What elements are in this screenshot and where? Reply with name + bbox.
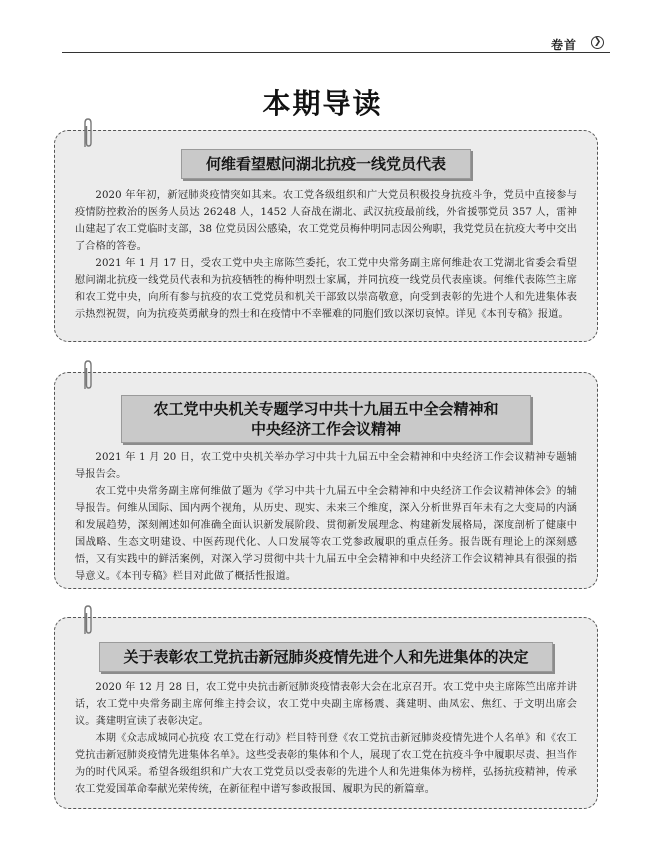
article-title: 关于表彰农工党抗击新冠肺炎疫情先进个人和先进集体的决定 [99,642,553,672]
page-header [0,0,645,60]
paperclip-icon [81,117,95,151]
article-paragraph: 2020 年年初，新冠肺炎疫情突如其来。农工党各级组织和广大党员积极投身抗疫斗争，党员中直接参与疫情防控救治的医务人员达 26248 人，1452 人奋战在湖北、武汉抗疫最前线，外省援鄂党员 357 人，雷神山建起了农工党临时支部，38 位党员因公感染，农工党党员梅仲明同志因公殉职，我党党员在抗疫大考中交出了合格的答卷。 [75,190,577,252]
section-label: 卷首 [551,38,578,52]
paperclip-icon [81,604,95,638]
article-paragraph: 2021 年 1 月 17 日，受农工党中央主席陈竺委托，农工党中央常务副主席何维赴农工党湖北省委会看望慰问湖北抗疫一线党员代表和为抗疫牺牲的梅仲明烈士家属，并同抗疫一线党员代表座谈。何维代表陈竺主席和农工党中央，向所有参与抗疫的农工党党员和机关干部致以崇高敬意，向受到表彰的先进个人和先进集体表示热烈祝贺，向为抗疫英勇献身的烈士和在疫情中不幸罹难的同胞们致以深切哀悼。详见《本刊专稿》报道。 [75,258,577,320]
article-paragraph: 农工党中央常务副主席何维做了题为《学习中共十九届五中全会精神和中央经济工作会议精神体会》的辅导报告。何维从国际、国内两个视角，从历史、现实、未来三个维度，深入分析世界百年未有之大变局的内涵和发展趋势，深刻阐述如何准确全面认识新发展阶段、贯彻新发展理念、构建新发展格局，深度剖析了健康中国战略、生态文明建设、中医药现代化、人口发展等农工党参政履职的重点任务。报告既有理论上的深刻感悟，又有实践中的鲜活案例，对深入学习贯彻中共十九届五中全会精神和中央经济工作会议精神具有很强的指导意义。《本刊专稿》栏目对此做了概括性报道。 [75,486,577,582]
article-paragraph: 本期《众志成城同心抗疫 农工党在行动》栏目特刊登《农工党抗击新冠肺炎疫情先进个人名单》和《农工党抗击新冠肺炎疫情先进集体名单》。这些受表彰的集体和个人，展现了农工党在抗疫斗争中履职尽责、担当作为的时代风采。希望各级组织和广大农工党党员以受表彰的先进个人和先进集体为榜样，弘扬抗疫精神，传承农工党爱国革命奉献光荣传统，在新征程中谱写参政报国、履职为民的新篇章。 [75,733,577,795]
page-title: 本期导读 [262,87,383,120]
article-card-1 [54,130,598,342]
article-card-2 [54,372,598,589]
header-rule [62,52,610,53]
article-paragraph: 2020 年 12 月 28 日，农工党中央抗击新冠肺炎疫情表彰大会在北京召开。农工党中央主席陈竺出席并讲话，农工党中央常务副主席何维主持会议，农工党中央副主席杨震、龚建明、曲凤宏、焦红、于文明出席会议。龚建明宣读了表彰决定。 [75,682,577,727]
article-title: 农工党中央机关专题学习中共十九届五中全会精神和 中央经济工作会议精神 [121,395,531,443]
article-title: 何维看望慰问湖北抗疫一线党员代表 [181,149,471,179]
paperclip-icon [81,359,95,393]
article-paragraph: 2021 年 1 月 20 日，农工党中央机关举办学习中共十九届五中全会精神和中央经济工作会议精神专题辅导报告会。 [75,452,577,480]
article-card-3 [54,617,598,809]
arrow-circle-icon: ❯ [591,36,604,49]
